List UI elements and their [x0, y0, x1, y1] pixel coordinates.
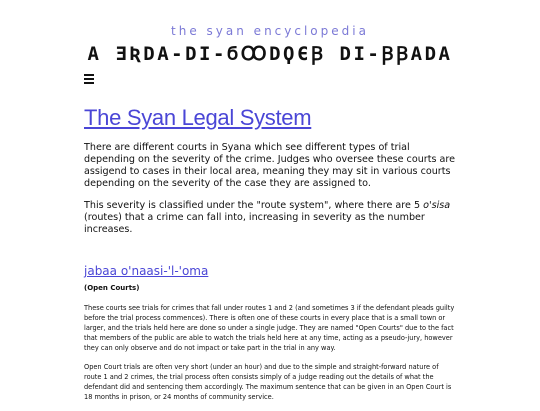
hamburger-menu-icon[interactable]	[84, 74, 94, 84]
menu-bar	[84, 78, 94, 80]
section-paragraph-2: Open Court trials are often very short (under an hour) and due to the simple and straight-forward nature of route 1 and 2 crimes, the trial process often consists simply of a judge reading out the details of what the defendant did and sentencing them accordingly. The maximum sentence that can be given in an Open Court is 18 months in prison, or 24 months of community service.	[84, 363, 452, 401]
article-intro	[84, 142, 456, 236]
site-subtitle: the syan encyclopedia	[171, 24, 369, 38]
page-title[interactable]: The Syan Legal System	[84, 105, 312, 130]
intro-paragraph-1: There are different courts in Syana which see different types of trial depending on the severity of the crime. Judges who oversee these courts are assigend to cases in their local area, meaning they may sit in various courts depending on the severity of the case they are assigned to.	[84, 142, 456, 189]
section-paragraph-1: These courts see trials for crimes that fall under routes 1 and 2 (and sometimes 3 if the defendant pleads guilty before the trial process commences). There is often one of these courts in every place that is a small town or larger, and the trials held here are done so under a single judge. They are named "Open Courts" due to the fact that members of the public are able to watch the trials held here at any time, acting as a pseudo-jury, however they can only observe and do not impact or take part in the trial in any way.	[84, 304, 455, 352]
menu-bar	[84, 82, 94, 84]
section-heading-open-courts[interactable]: jabaa o'naasi-'l-'oma	[84, 264, 209, 278]
intro-p2-end: (routes) that a crime can fall into, increasing in severity as the number increases.	[84, 212, 425, 235]
section-body	[84, 303, 456, 402]
section-subheading: (Open Courts)	[84, 284, 140, 292]
menu-bar	[84, 74, 94, 76]
route-term: o'sisa	[423, 200, 451, 211]
site-title-script[interactable]: A ƎƦDA-DI-ϬꝎDϘЄꞴ DI-ꞴꞴADA	[87, 43, 453, 65]
article-content	[84, 104, 456, 411]
intro-p2-start: This severity is classified under the "route system", where there are 5	[84, 200, 424, 211]
intro-paragraph-2	[84, 200, 456, 236]
